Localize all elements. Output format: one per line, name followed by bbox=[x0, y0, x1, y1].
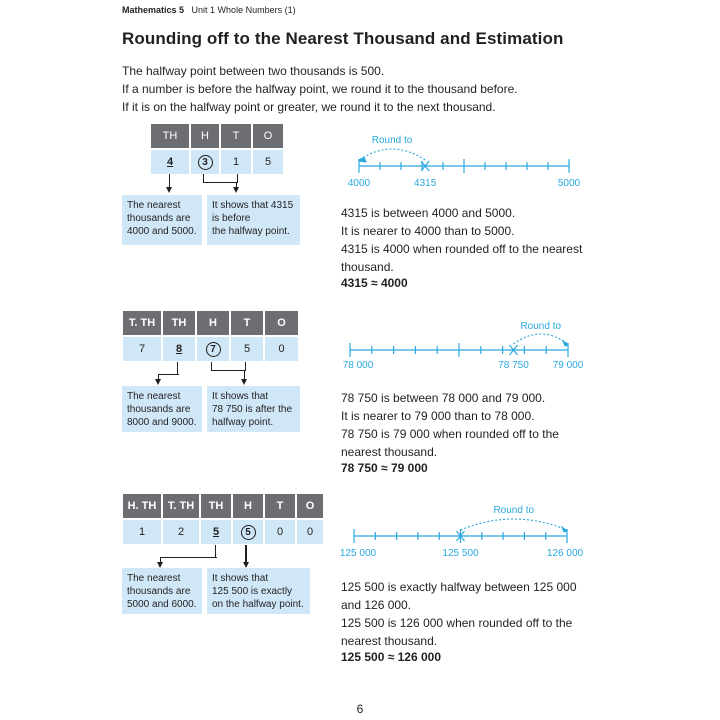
header-cell: T. TH bbox=[123, 311, 161, 335]
digit-cell: 2 bbox=[163, 518, 199, 544]
explanation-line: nearest thousand. bbox=[341, 634, 438, 648]
connector-bracket bbox=[211, 362, 246, 371]
info-box-thousands bbox=[122, 568, 202, 614]
info-line: The nearest bbox=[127, 200, 181, 211]
explanation-line: and 126 000. bbox=[341, 598, 412, 612]
explanation-line: nearest thousand. bbox=[341, 445, 438, 459]
explanation-line: It is nearer to 79 000 than to 78 000. bbox=[341, 409, 535, 423]
connector-line bbox=[160, 557, 217, 558]
explanation-line: It is nearer to 4000 than to 5000. bbox=[341, 224, 515, 238]
round-to-label: Round to bbox=[493, 505, 535, 516]
digit-cell bbox=[151, 148, 189, 174]
explanation-3 bbox=[341, 578, 577, 650]
arrow-down-icon bbox=[166, 187, 172, 193]
explanation-line: 78 750 is 79 000 when rounded off to the bbox=[341, 427, 559, 441]
info-line: thousands are bbox=[127, 404, 191, 415]
result-3: 125 500 ≈ 126 000 bbox=[341, 650, 442, 664]
start-label: 4000 bbox=[347, 178, 371, 189]
arrow-down-icon bbox=[233, 187, 239, 193]
number-line-3 bbox=[330, 498, 595, 563]
header-cell: TH bbox=[163, 311, 195, 335]
explanation-2 bbox=[341, 389, 559, 461]
explanation-line: thousand. bbox=[341, 260, 394, 274]
info-line: 5000 and 6000. bbox=[127, 599, 197, 610]
info-line: on the halfway point. bbox=[212, 599, 304, 610]
header-cell: T bbox=[265, 494, 295, 518]
info-line: 8000 and 9000. bbox=[127, 417, 197, 428]
info-line: thousands are bbox=[127, 213, 191, 224]
page-number: 6 bbox=[356, 702, 364, 716]
end-label: 79 000 bbox=[552, 360, 584, 371]
header-cell: O bbox=[297, 494, 323, 518]
info-box-halfway bbox=[207, 386, 300, 432]
place-value-table-3 bbox=[121, 494, 325, 544]
result-2: 78 750 ≈ 79 000 bbox=[341, 461, 428, 475]
end-label: 126 000 bbox=[546, 548, 584, 559]
digit-cell bbox=[233, 518, 263, 544]
connector-line bbox=[158, 374, 179, 375]
place-value-table-2 bbox=[121, 311, 300, 361]
circled-digit: 7 bbox=[206, 342, 221, 357]
digit-cell: 5 bbox=[253, 148, 283, 174]
highlighted-digit: 4 bbox=[166, 156, 174, 168]
intro-line: The halfway point between two thousands is 500. bbox=[122, 64, 385, 78]
info-line: It shows that 4315 bbox=[212, 200, 294, 211]
digit-cell bbox=[191, 148, 219, 174]
highlighted-digit: 8 bbox=[175, 343, 183, 355]
round-to-label: Round to bbox=[520, 321, 562, 332]
header-cell: H bbox=[197, 311, 229, 335]
circled-digit: 3 bbox=[198, 155, 213, 170]
mark-label: 125 500 bbox=[442, 548, 479, 559]
header-unit: Unit 1 Whole Numbers (1) bbox=[191, 5, 296, 15]
digit-cell: 5 bbox=[231, 335, 263, 361]
header-cell: H bbox=[233, 494, 263, 518]
header-cell: H bbox=[191, 124, 219, 148]
round-to-label: Round to bbox=[371, 135, 413, 146]
arrow-down-icon bbox=[241, 379, 247, 385]
place-value-table-1 bbox=[149, 124, 285, 174]
explanation-line: 78 750 is between 78 000 and 79 000. bbox=[341, 391, 546, 405]
header-cell: T. TH bbox=[163, 494, 199, 518]
digit-cell: 0 bbox=[265, 335, 298, 361]
header-cell: TH bbox=[201, 494, 231, 518]
intro-line: If a number is before the halfway point, we round it to the thousand before. bbox=[122, 82, 518, 96]
info-box-thousands bbox=[122, 386, 202, 432]
digit-cell bbox=[201, 518, 231, 544]
number-line-1 bbox=[330, 128, 590, 193]
info-line: 4000 and 5000. bbox=[127, 226, 197, 237]
mark-label: 4315 bbox=[414, 178, 437, 189]
circled-digit: 5 bbox=[241, 525, 256, 540]
intro-line: If it is on the halfway point or greater, we round it to the next thousand. bbox=[122, 100, 496, 114]
intro-text bbox=[122, 62, 518, 116]
info-line: thousands are bbox=[127, 586, 191, 597]
connector-line bbox=[177, 362, 178, 374]
page-header bbox=[122, 5, 296, 15]
info-line: is before bbox=[212, 213, 251, 224]
header-cell: T bbox=[221, 124, 251, 148]
connector-bracket bbox=[203, 174, 238, 183]
info-line: It shows that bbox=[212, 573, 269, 584]
info-box-halfway bbox=[207, 568, 310, 614]
info-line: 78 750 is after the bbox=[212, 404, 293, 415]
header-cell: TH bbox=[151, 124, 189, 148]
start-label: 125 000 bbox=[339, 548, 377, 559]
header-cell: O bbox=[265, 311, 298, 335]
info-line: the halfway point. bbox=[212, 226, 290, 237]
info-box-halfway bbox=[207, 195, 300, 245]
explanation-line: 4315 is 4000 when rounded off to the nearest bbox=[341, 242, 583, 256]
round-arrow-curve bbox=[514, 334, 569, 344]
digit-cell bbox=[197, 335, 229, 361]
arrow-head-icon bbox=[563, 341, 568, 346]
header-cell: O bbox=[253, 124, 283, 148]
info-line: The nearest bbox=[127, 573, 181, 584]
digit-cell: 0 bbox=[297, 518, 323, 544]
explanation-line: 125 500 is 126 000 when rounded off to the bbox=[341, 616, 573, 630]
round-arrow-curve bbox=[461, 519, 568, 530]
start-label: 78 000 bbox=[342, 360, 374, 371]
result-1: 4315 ≈ 4000 bbox=[341, 276, 408, 290]
number-line-2 bbox=[328, 314, 593, 379]
header-cell: T bbox=[231, 311, 263, 335]
highlighted-digit: 5 bbox=[212, 526, 220, 538]
page-title: Rounding off to the Nearest Thousand and Estimation bbox=[122, 29, 564, 48]
info-line: 125 500 is exactly bbox=[212, 586, 293, 597]
info-box-thousands bbox=[122, 195, 202, 245]
info-line: The nearest bbox=[127, 391, 181, 402]
explanation-line: 4315 is between 4000 and 5000. bbox=[341, 206, 516, 220]
header-subject: Mathematics 5 bbox=[122, 5, 185, 15]
info-line: halfway point. bbox=[212, 417, 274, 428]
connector-line bbox=[215, 545, 216, 557]
explanation-line: 125 500 is exactly halfway between 125 000 bbox=[341, 580, 577, 594]
header-cell: H. TH bbox=[123, 494, 161, 518]
arrow-down-icon bbox=[155, 379, 161, 385]
connector-line bbox=[169, 174, 170, 188]
digit-cell: 1 bbox=[123, 518, 161, 544]
mark-label: 78 750 bbox=[498, 360, 529, 371]
explanation-1 bbox=[341, 204, 582, 276]
connector-line bbox=[245, 545, 247, 562]
digit-cell: 0 bbox=[265, 518, 295, 544]
digit-cell bbox=[163, 335, 195, 361]
end-label: 5000 bbox=[557, 178, 581, 189]
digit-cell: 1 bbox=[221, 148, 251, 174]
digit-cell: 7 bbox=[123, 335, 161, 361]
round-arrow-curve bbox=[359, 149, 425, 160]
info-line: It shows that bbox=[212, 391, 269, 402]
